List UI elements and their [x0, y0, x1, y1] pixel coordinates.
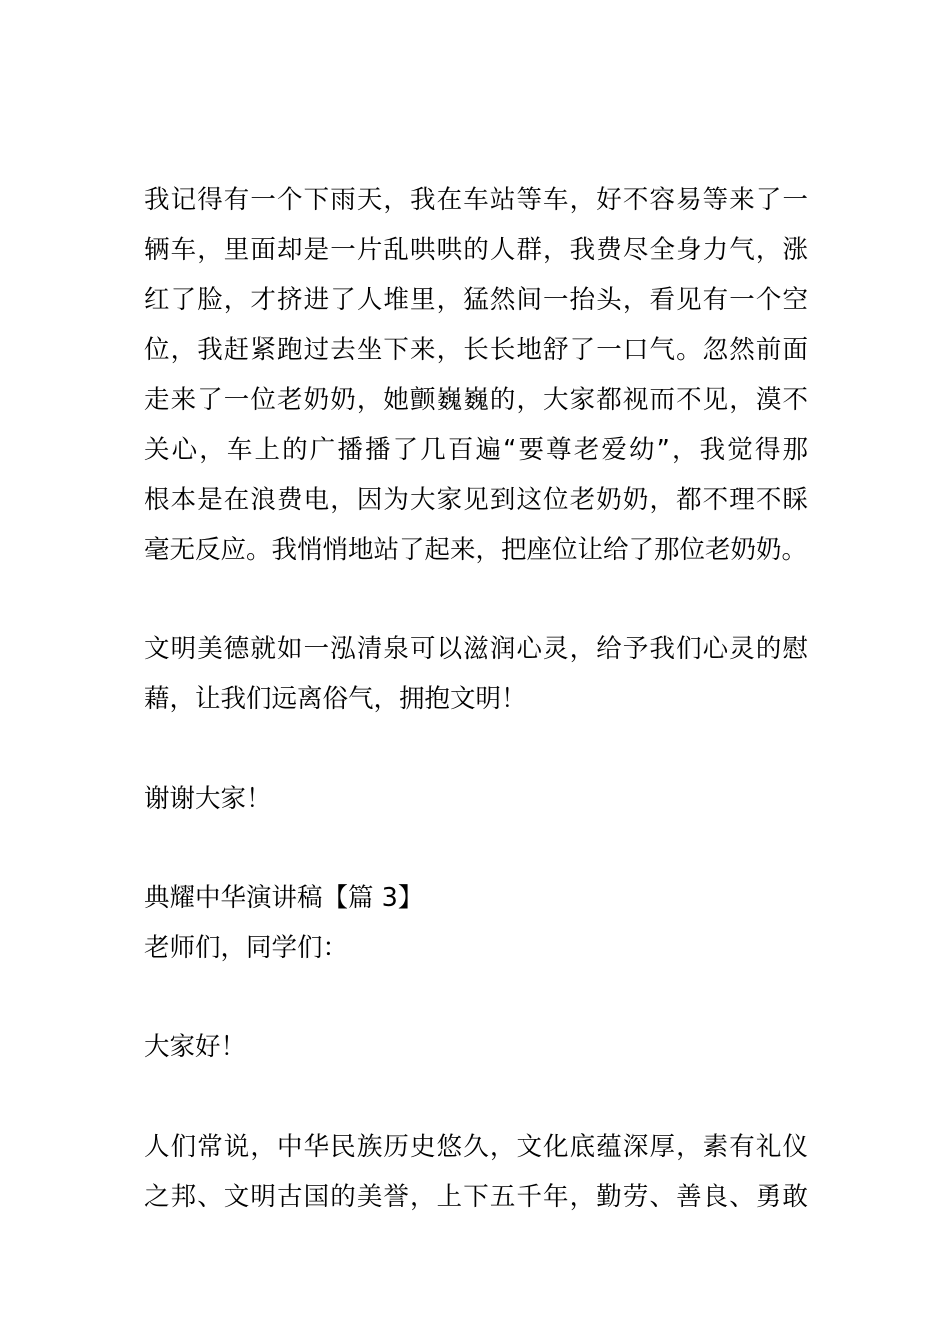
greeting-block [144, 1022, 808, 1072]
paragraph-line: 文明美德就如一泓清泉可以滋润心灵，给予我们心灵的慰 [144, 634, 808, 664]
paragraph-line: 我记得有一个下雨天，我在车站等车，好不容易等来了一 [144, 185, 808, 215]
paragraph-line: 毫无反应。我悄悄地站了起来，把座位让给了那位老奶奶。 [144, 535, 808, 565]
greeting: 大家好！ [144, 1032, 247, 1062]
paragraph-bus-story [144, 175, 808, 575]
paragraph-line: 谢谢大家！ [144, 784, 272, 814]
paragraph-line: 红了脸，才挤进了人堆里，猛然间一抬头，看见有一个空 [144, 285, 808, 315]
paragraph-civilization [144, 624, 808, 724]
paragraph-line: 藉，让我们远离俗气，拥抱文明！ [144, 684, 527, 714]
paragraph-line: 关心，车上的广播播了几百遍“要尊老爱幼”，我觉得那 [144, 435, 808, 465]
section-heading: 典耀中华演讲稿【篇 3】 [144, 883, 424, 913]
paragraph-line: 之邦、文明古国的美誉，上下五千年，勤劳、善良、勇敢 [144, 1182, 808, 1212]
salutation: 老师们，同学们： [144, 933, 349, 963]
paragraph-line: 走来了一位老奶奶，她颤巍巍的，大家都视而不见，漠不 [144, 385, 808, 415]
paragraph-chinese-history [144, 1122, 808, 1222]
paragraph-thanks [144, 774, 808, 824]
paragraph-line: 根本是在浪费电，因为大家见到这位老奶奶，都不理不睬 [144, 485, 808, 515]
paragraph-line: 辆车，里面却是一片乱哄哄的人群，我费尽全身力气，涨 [144, 235, 808, 265]
paragraph-line: 人们常说，中华民族历史悠久，文化底蕴深厚，素有礼仪 [144, 1132, 808, 1162]
section-heading-block [144, 873, 808, 973]
paragraph-line: 位，我赶紧跑过去坐下来，长长地舒了一口气。忽然前面 [144, 335, 808, 365]
